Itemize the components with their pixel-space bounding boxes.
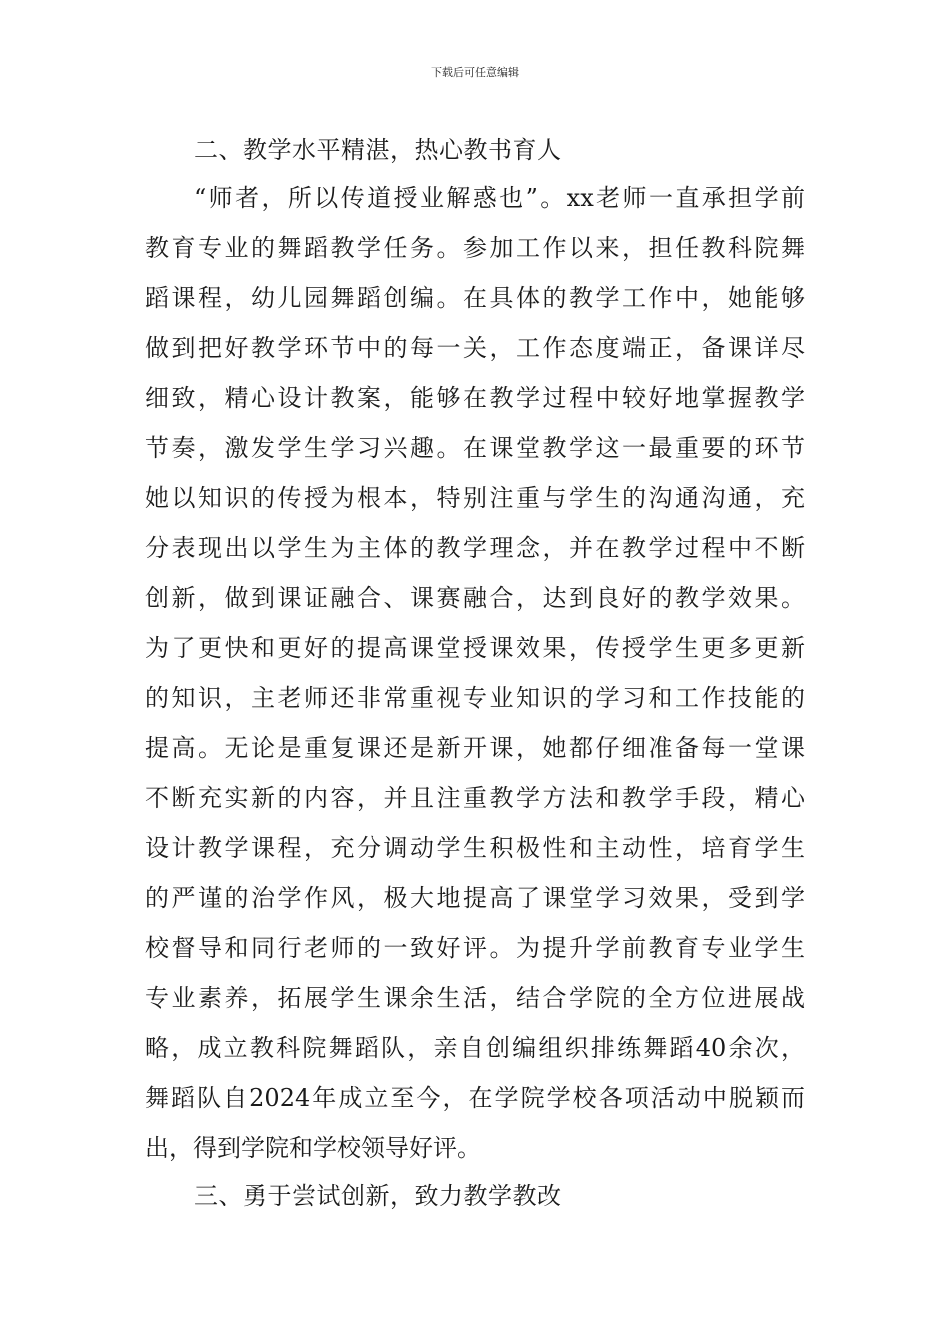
paragraph-line: 做到把好教学环节中的每一关，工作态度端正，备课详尽 [145,334,805,362]
paragraph-line: 的知识，主老师还非常重视专业知识的学习和工作技能的 [145,684,805,712]
paragraph-line: 创新，做到课证融合、课赛融合，达到良好的教学效果。 [145,584,805,612]
paragraph-line: 教育专业的舞蹈教学任务。参加工作以来，担任教科院舞 [145,234,805,262]
paragraph-line: 舞蹈队自2024年成立至今，在学院学校各项活动中脱颖而 [145,1084,805,1112]
paragraph-line-last: 出，得到学院和学校领导好评。 [145,1134,481,1162]
section-heading-2: 二、教学水平精湛，热心教书育人 [194,136,562,164]
paragraph-line: 分表现出以学生为主体的教学理念，并在教学过程中不断 [145,534,805,562]
paragraph-line: “师者，所以传道授业解惑也”。xx老师一直承担学前 [194,184,805,212]
header-note: 下载后可任意编辑 [431,66,519,79]
paragraph-line: 她以知识的传授为根本，特别注重与学生的沟通沟通，充 [145,484,805,512]
paragraph-line: 为了更快和更好的提高课堂授课效果，传授学生更多更新 [145,634,805,662]
paragraph-line: 设计教学课程，充分调动学生积极性和主动性，培育学生 [145,834,805,862]
paragraph-line: 提高。无论是重复课还是新开课，她都仔细准备每一堂课 [145,734,805,762]
paragraph-line: 蹈课程，幼儿园舞蹈创编。在具体的教学工作中，她能够 [145,284,805,312]
paragraph-line: 校督导和同行老师的一致好评。为提升学前教育专业学生 [145,934,805,962]
paragraph-line: 细致，精心设计教案，能够在教学过程中较好地掌握教学 [145,384,805,412]
paragraph-line: 不断充实新的内容，并且注重教学方法和教学手段，精心 [145,784,805,812]
paragraph-line: 节奏，激发学生学习兴趣。在课堂教学这一最重要的环节 [145,434,805,462]
paragraph-line: 略，成立教科院舞蹈队，亲自创编组织排练舞蹈40余次， [145,1034,805,1062]
section-heading-3: 三、勇于尝试创新，致力教学教改 [194,1182,562,1210]
paragraph-line: 专业素养，拓展学生课余生活，结合学院的全方位进展战 [145,984,805,1012]
paragraph-line: 的严谨的治学作风，极大地提高了课堂学习效果，受到学 [145,884,805,912]
